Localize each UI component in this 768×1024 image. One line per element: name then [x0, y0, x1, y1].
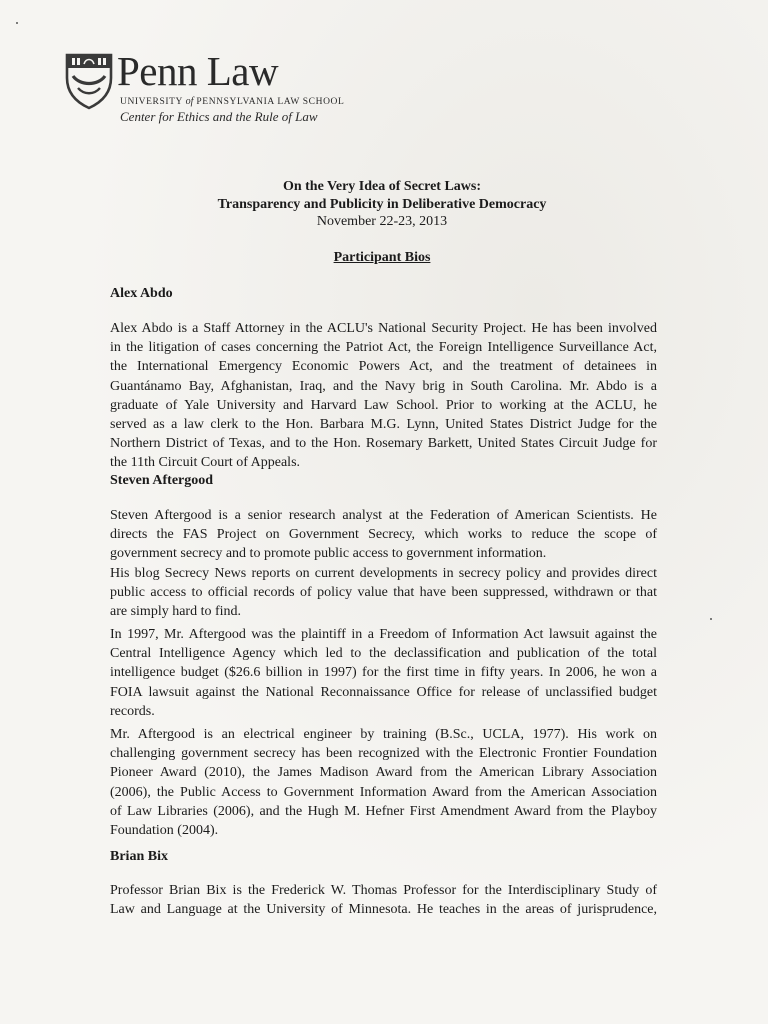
- penn-shield-logo: [64, 52, 114, 110]
- event-date: November 22-23, 2013: [316, 214, 448, 229]
- school-name: UNIVERSITY of PENNSYLVANIA LAW SCHOOL: [120, 96, 345, 107]
- section-title: Participant Bios: [333, 250, 431, 265]
- scan-speck: [16, 22, 18, 24]
- event-title-line-1: On the Very Idea of Secret Laws:: [282, 179, 482, 194]
- bio-paragraph: Steven Aftergood is a senior research analyst at the Federation of American Scientists. He directs the FAS Project on Government Secrecy, which works to reduce the scope of government secrecy and to promote public access to government information. His blog Secrecy News reports on current developments in secrecy policy and provides direct public access to official records of policy value that have been suppressed, withdrawn or that are simply hard to find.: [110, 508, 657, 620]
- letterhead: [64, 48, 384, 130]
- bio-name-brian-bix: Brian Bix: [110, 849, 168, 864]
- center-name: Center for Ethics and the Rule of Law: [120, 109, 318, 124]
- bio-paragraph: Alex Abdo is a Staff Attorney in the ACLU's National Security Project. He has been involved in the litigation of cases concerning the Patriot Act, the Foreign Intelligence Surveillance Act, the International Emergency Economic Powers Act, and the treatment of detainees in Guantánamo Bay, Afghanistan, Iraq, and the Navy brig in South Carolina. Mr. Abdo is a graduate of Yale University and Harvard Law School. Prior to working at the ACLU, he served as a law clerk to the Hon. Barbara M.G. Lynn, United States District Judge for the Northern District of Texas, and to the Hon. Rosemary Barkett, United States Circuit Judge for the 11th Circuit Court of Appeals.: [110, 321, 657, 471]
- scan-speck: [710, 618, 712, 620]
- bio-paragraph: Mr. Aftergood is an electrical engineer by training (B.Sc., UCLA, 1977). His work on challenging government secrecy has been recognized with the Electronic Frontier Foundation Pioneer Award (2010), the James Madison Award from the American Library Association (2006), the Public Access to Government Information Award from the American Association of Law Libraries (2006), and the Hugh M. Hefner First Amendment Award from the Playboy Foundation (2004).: [110, 727, 657, 839]
- event-title-line-2: Transparency and Publicity in Deliberative Democracy: [217, 197, 547, 212]
- bio-name-steven-aftergood: Steven Aftergood: [110, 473, 214, 488]
- bio-paragraph: Professor Brian Bix is the Frederick W. Thomas Professor for the Interdisciplinary Study of Law and Language at the University of Minnesota. He teaches in the areas of jurisprudence,: [110, 883, 657, 918]
- bio-name-alex-abdo: Alex Abdo: [110, 286, 173, 301]
- brand-name: Penn Law: [117, 48, 279, 94]
- bio-paragraph: In 1997, Mr. Aftergood was the plaintiff in a Freedom of Information Act lawsuit against the Central Intelligence Agency which led to the declassification and publication of the total intelligence budget ($26.6 billion in 1997) for the first time in fifty years. In 2006, he won a FOIA lawsuit against the National Reconnaissance Office for release of unclassified budget records.: [110, 627, 657, 719]
